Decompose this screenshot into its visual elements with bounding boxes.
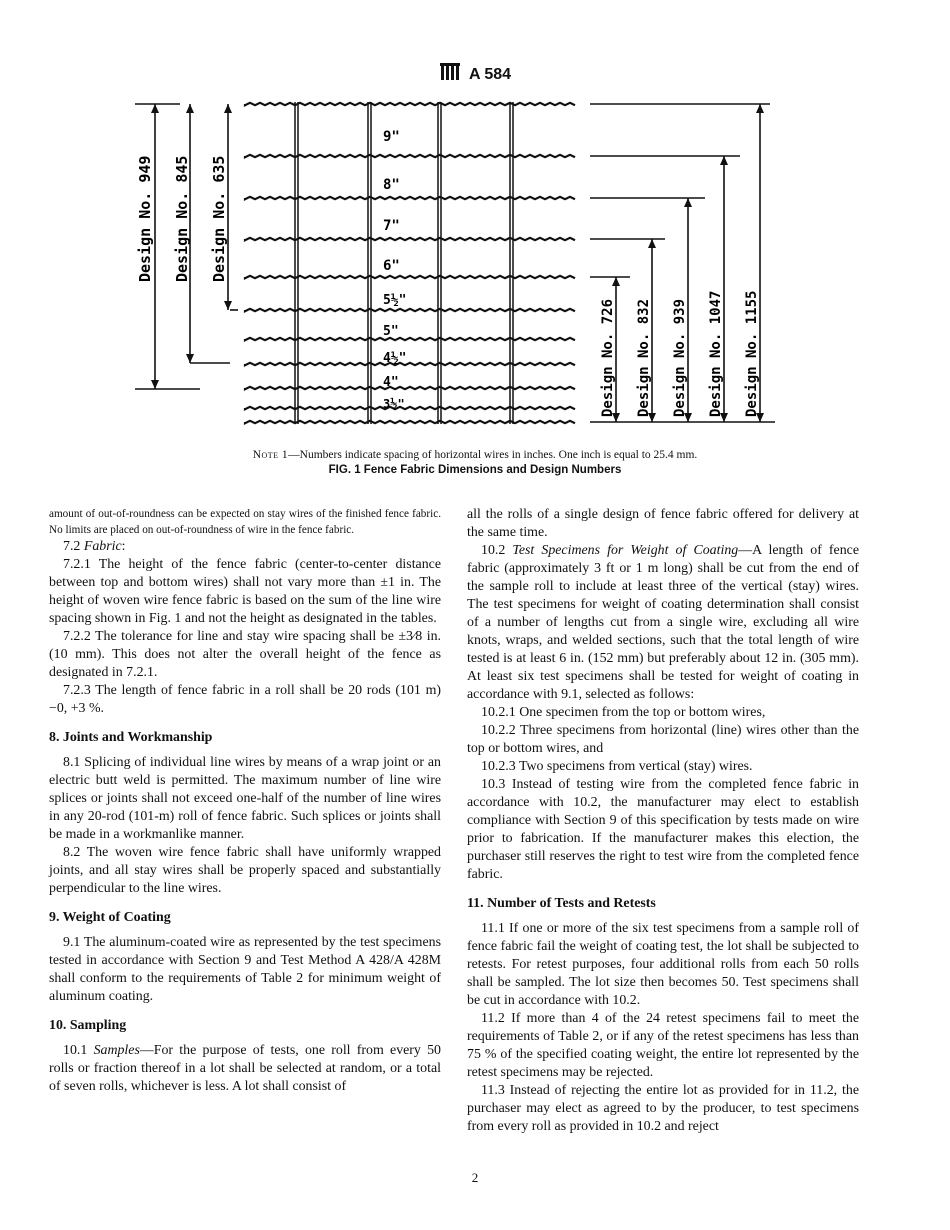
- paragraph: 7.2.1 The height of the fence fabric (center-to-center distance between top and bottom wires) shall not vary more than ±1 in. The height of woven wire fence fabric is based on the sum of the line wire spacing shown in Fig. 1 and not the height as designated in the tables.: [49, 557, 441, 626]
- arrowhead: [186, 354, 194, 363]
- page-number: 2: [471, 1170, 479, 1185]
- left-design-label: Design No. 949: [136, 155, 154, 282]
- right-design-label: Design No. 1047: [708, 290, 724, 417]
- paragraph: 11.2 If more than 4 of the 24 retest specimens fail to meet the requirements of Table 2, or if any of the retest specimens has less than 75 % of the specified coating weight, the entire lot represented by the retest specimens may be rejected.: [467, 1011, 859, 1080]
- arrowhead: [151, 104, 159, 113]
- right-design-label: Design No. 726: [600, 298, 616, 417]
- figure-note: [0, 449, 950, 461]
- section-heading: 8. Joints and Workmanship: [49, 730, 213, 745]
- section-number: 10.2: [481, 543, 513, 558]
- fence-fabric-figure: [120, 92, 800, 437]
- spacing-label: 6": [383, 258, 400, 274]
- spacing-label: 9": [383, 129, 400, 145]
- paragraph: [49, 538, 441, 556]
- spacing-label: 3½": [383, 397, 405, 411]
- spacing-label: 4½": [383, 351, 407, 366]
- paragraph: 10.2.1 One specimen from the top or bottom wires,: [481, 705, 766, 720]
- right-design-label: Design No. 939: [672, 298, 688, 417]
- astm-logo-icon: [439, 62, 461, 87]
- arrowhead: [684, 198, 692, 207]
- section-title: Samples: [93, 1043, 140, 1058]
- arrowhead: [224, 301, 232, 310]
- paragraph: 8.2 The woven wire fence fabric shall have uniformly wrapped joints, and all stay wires shall be properly spaced and substantially perpendicular to the line wires.: [49, 845, 441, 896]
- paragraph: all the rolls of a single design of fence fabric offered for delivery at the same time.: [467, 507, 859, 540]
- section-heading: 10. Sampling: [49, 1018, 127, 1033]
- paragraph: 11.1 If one or more of the six test specimens from a sample roll of fence fabric fail the weight of coating test, the lot shall be subjected to retests. For retest purposes, four additional rolls from each 50 rolls shall be sampled. The lot size then becomes 50. Test specimens shall be cut in accordance with 10.2.: [467, 921, 859, 1008]
- section-text: —For the purpose of tests, one roll from every 50 rolls or fraction thereof in a lot shall be selected at random, or a total of seven rolls, whichever is less. A lot shall consist of: [49, 1043, 442, 1094]
- paragraph: 10.3 Instead of testing wire from the completed fence fabric in accordance with 10.2, the manufacturer may elect to establish compliance with Section 9 of this specification by tests made on wire prior to fabrication. If the manufacturer makes this election, the purchaser still reserves the right to test wire from the completed fence fabric.: [467, 777, 859, 882]
- right-design-label: Design No. 832: [636, 298, 652, 417]
- right-design-label: Design No. 1155: [744, 290, 760, 417]
- left-design-label: Design No. 845: [173, 155, 191, 282]
- page-header: [0, 62, 950, 87]
- spacing-label: 4": [383, 375, 399, 390]
- section-heading: 9. Weight of Coating: [49, 910, 171, 925]
- arrowhead: [612, 277, 620, 286]
- paragraph: [49, 1042, 441, 1096]
- right-column: [467, 506, 859, 1136]
- paragraph: 7.2.2 The tolerance for line and stay wire spacing shall be ±3⁄8 in. (10 mm). This does not alter the overall height of the fence as designated in 7.2.1.: [49, 629, 441, 680]
- spacing-label: 5½": [383, 293, 407, 308]
- spacing-label: 5": [383, 324, 399, 339]
- section-title: Test Specimens for Weight of Coating: [512, 543, 739, 558]
- paragraph: amount of out-of-roundness can be expected on stay wires of the finished fence fabric. No limits are placed on out-of-roundness of wire in the fence fabric.: [49, 508, 441, 536]
- arrowhead: [151, 380, 159, 389]
- document-id: A 584: [468, 65, 512, 83]
- paragraph: 9.1 The aluminum-coated wire as represented by the test specimens tested in accordance with Section 9 and Test Method A 428/A 428M shall conform to the requirements of Table 2 for minimum weight of aluminum coating.: [49, 935, 441, 1004]
- paragraph: 7.2.3 The length of fence fabric in a roll shall be 20 rods (101 m) −0, +3 %.: [49, 683, 441, 716]
- arrowhead: [648, 239, 656, 248]
- section-number: 7.2: [63, 539, 84, 554]
- spacing-label: 7": [383, 218, 400, 234]
- paragraph: 10.2.2 Three specimens from horizontal (line) wires other than the top or bottom wires, and: [467, 723, 859, 756]
- note-label: Note 1: [252, 449, 289, 461]
- spacing-label: 8": [383, 177, 400, 193]
- section-title: Fabric: [83, 539, 122, 554]
- stay-wires: [295, 102, 513, 424]
- arrowhead: [186, 104, 194, 113]
- section-number: 10.1: [63, 1043, 94, 1058]
- arrowhead: [720, 156, 728, 165]
- left-column: [49, 506, 441, 1096]
- section-text: —A length of fence fabric (approximately 3 ft or 1 m long) shall be cut from the end of the sample roll to include at least three of the vertical (stay) wires. The test specimens for weight of coating determination shall consist of a number of lengths cut from a single wire, excluding all wire knots, wraps, and welded sections, such that the total length of wire tested is at least 6 in. (152 mm) but preferably about 12 in. (305 mm). At least six test specimens shall be tested for weight of coating in accordance with 9.1, selected as follows:: [467, 543, 859, 702]
- paragraph: 8.1 Splicing of individual line wires by means of a wrap joint or an electric butt weld is permitted. The maximum number of line wire splices or joints shall not exceed one-half of the number of line wires in any 20-rod (101-m) roll of fence fabric. Such splices or joints shall be made in a workmanlike manner.: [49, 755, 441, 842]
- paragraph: 10.2.3 Two specimens from vertical (stay) wires.: [481, 759, 753, 774]
- section-heading: 11. Number of Tests and Retests: [467, 896, 656, 911]
- paragraph: [467, 542, 859, 704]
- section-tail: :: [121, 539, 126, 554]
- note-text: —Numbers indicate spacing of horizontal wires in inches. One inch is equal to 25.4 mm.: [288, 449, 698, 461]
- figure-caption: FIG. 1 Fence Fabric Dimensions and Design Numbers: [328, 464, 622, 476]
- arrowhead: [224, 104, 232, 113]
- left-design-label: Design No. 635: [210, 155, 228, 282]
- arrowhead: [756, 104, 764, 113]
- paragraph: 11.3 Instead of rejecting the entire lot as provided for in 11.2, the purchaser may elect as agreed to by the producer, to test specimens from every roll as provided in 10.2 and reject: [467, 1083, 859, 1134]
